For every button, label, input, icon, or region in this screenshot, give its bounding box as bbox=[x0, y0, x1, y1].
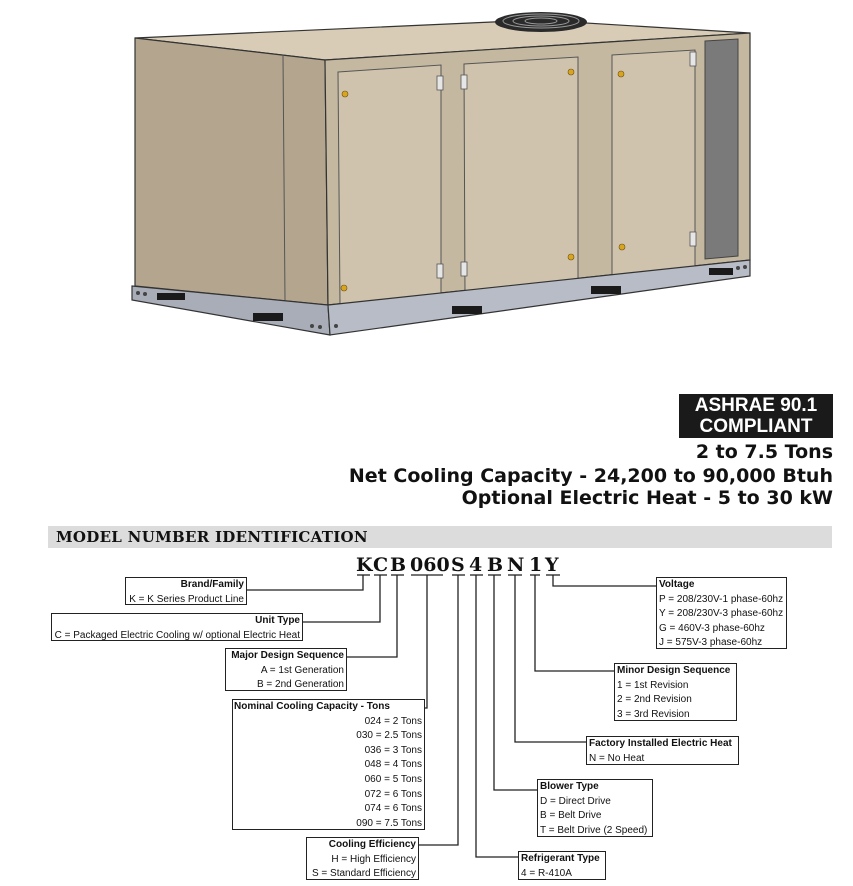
major-design-row: A = 1st Generation bbox=[260, 664, 344, 676]
cooling-efficiency-box bbox=[306, 837, 419, 880]
voltage-row: P = 208/230V-1 phase-60hz bbox=[659, 593, 784, 605]
code-char-unit-type: C bbox=[373, 554, 389, 576]
code-char-capacity: 060 bbox=[410, 554, 450, 576]
blower-type-title: Blower Type bbox=[540, 781, 599, 792]
refrigerant-type-box bbox=[518, 851, 606, 880]
code-char-refrigerant: 4 bbox=[469, 554, 483, 576]
major-design-title: Major Design Sequence bbox=[231, 650, 344, 661]
minor-design-title: Minor Design Sequence bbox=[617, 665, 731, 676]
code-char-voltage: Y bbox=[545, 554, 559, 576]
minor-design-box bbox=[614, 663, 737, 721]
capacity-row: 060 = 5 Tons bbox=[364, 773, 422, 785]
fan-grille-icon bbox=[495, 12, 587, 32]
efficiency-row: H = High Efficiency bbox=[331, 853, 416, 865]
minor-design-row: 1 = 1st Revision bbox=[617, 679, 689, 691]
blower-row: D = Direct Drive bbox=[540, 795, 611, 807]
section-title: MODEL NUMBER IDENTIFICATION bbox=[56, 528, 368, 546]
unit-type-title: Unit Type bbox=[255, 615, 300, 626]
refrigerant-row: 4 = R-410A bbox=[521, 867, 572, 879]
unit-left-side bbox=[135, 38, 328, 305]
electric-heat-box bbox=[586, 736, 739, 765]
cooling-efficiency-title: Cooling Efficiency bbox=[328, 839, 416, 850]
capacity-row: 048 = 4 Tons bbox=[364, 759, 422, 771]
capacity-row: 074 = 6 Tons bbox=[364, 803, 422, 815]
code-char-electric-heat: N bbox=[507, 554, 525, 576]
electric-heat-title: Factory Installed Electric Heat bbox=[589, 738, 732, 749]
minor-design-row: 2 = 2nd Revision bbox=[617, 694, 692, 706]
brand-family-title: Brand/Family bbox=[180, 579, 244, 590]
badge-line-1: ASHRAE 90.1 bbox=[694, 395, 818, 416]
section-header-bar bbox=[48, 526, 832, 548]
rooftop-unit-illustration bbox=[0, 0, 853, 360]
code-char-minor-design: 1 bbox=[529, 554, 543, 576]
voltage-title: Voltage bbox=[659, 579, 695, 590]
major-design-row: B = 2nd Generation bbox=[256, 679, 344, 691]
cooling-capacity: Net Cooling Capacity - 24,200 to 90,000 Btuh bbox=[348, 465, 833, 487]
minor-design-row: 3 = 3rd Revision bbox=[617, 708, 690, 720]
blower-type-box bbox=[537, 779, 653, 837]
voltage-row: G = 460V-3 phase-60hz bbox=[659, 622, 765, 634]
voltage-row: J = 575V-3 phase-60hz bbox=[659, 637, 763, 649]
code-char-blower: B bbox=[487, 554, 504, 576]
capacity-row: 072 = 6 Tons bbox=[364, 788, 422, 800]
voltage-box bbox=[656, 577, 787, 649]
capacity-row: 030 = 2.5 Tons bbox=[356, 730, 422, 742]
brand-family-row: K = K Series Product Line bbox=[129, 593, 244, 605]
blower-row: T = Belt Drive (2 Speed) bbox=[540, 824, 648, 836]
nominal-capacity-title: Nominal Cooling Capacity - Tons bbox=[234, 701, 390, 712]
ashrae-compliance-badge bbox=[679, 394, 833, 438]
electric-heat-row: N = No Heat bbox=[589, 752, 645, 764]
capacity-row: 036 = 3 Tons bbox=[364, 744, 422, 756]
refrigerant-type-title: Refrigerant Type bbox=[521, 853, 600, 864]
code-char-efficiency: S bbox=[451, 554, 465, 576]
unit-vent-panel bbox=[705, 39, 738, 259]
capacity-row: 090 = 7.5 Tons bbox=[356, 817, 422, 829]
unit-type-box bbox=[51, 613, 303, 641]
unit-type-row: C = Packaged Electric Cooling w/ optional Electric Heat bbox=[54, 629, 300, 641]
code-char-brand: K bbox=[356, 554, 373, 576]
nominal-capacity-box bbox=[232, 699, 425, 830]
major-design-box bbox=[225, 648, 347, 691]
brand-family-box bbox=[125, 577, 247, 605]
code-char-major-design: B bbox=[390, 554, 407, 576]
blower-row: B = Belt Drive bbox=[540, 810, 602, 822]
capacity-row: 024 = 2 Tons bbox=[364, 715, 422, 727]
voltage-row: Y = 208/230V-3 phase-60hz bbox=[659, 608, 784, 620]
electric-heat-range: Optional Electric Heat - 5 to 30 kW bbox=[461, 487, 833, 509]
badge-line-2: COMPLIANT bbox=[699, 416, 813, 437]
tonnage-range: 2 to 7.5 Tons bbox=[695, 441, 833, 463]
efficiency-row: S = Standard Efficiency bbox=[311, 868, 416, 880]
